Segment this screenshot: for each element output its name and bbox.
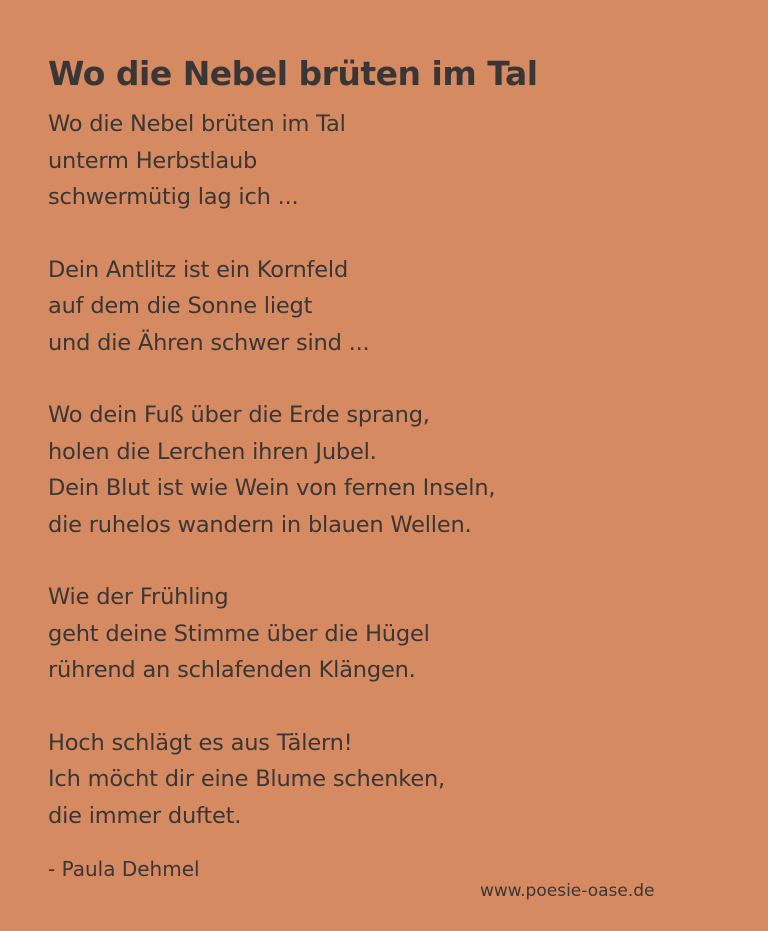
poem-line: Wo die Nebel brüten im Tal [48,111,346,137]
poem-line: geht deine Stimme über die Hügel [48,620,430,647]
poem-line: auf dem die Sonne liegt [48,293,313,319]
stanza [48,252,728,362]
stanza [48,725,728,835]
poem-line: Dein Antlitz ist ein Kornfeld [48,256,349,283]
poem-line: Dein Blut ist wie Wein von fernen Inseln, [48,475,496,501]
poem-author: - Paula Dehmel [48,857,200,881]
poem-line: Ich möcht dir eine Blume schenken, [48,766,445,792]
poem-line: die immer duftet. [48,802,242,829]
poem-line: schwermütig lag ich ... [48,184,299,210]
stanza [48,106,728,216]
poem-line: die ruhelos wandern in blauen Wellen. [48,511,472,538]
stanza [48,397,728,543]
poem-body [48,106,728,870]
poem-line: Hoch schlägt es aus Tälern! [48,729,353,756]
website-url: www.poesie-oase.de [480,881,655,901]
poem-title: Wo die Nebel brüten im Tal [48,54,538,93]
poem-line: Wie der Frühling [48,584,229,610]
poem-line: Wo dein Fuß über die Erde sprang, [48,402,430,428]
poem-line: holen die Lerchen ihren Jubel. [48,438,377,465]
poem-line: rührend an schlafenden Klängen. [48,657,416,683]
poem-line: unterm Herbstlaub [48,147,258,174]
stanza [48,579,728,689]
poem-line: und die Ähren schwer sind ... [48,329,370,356]
